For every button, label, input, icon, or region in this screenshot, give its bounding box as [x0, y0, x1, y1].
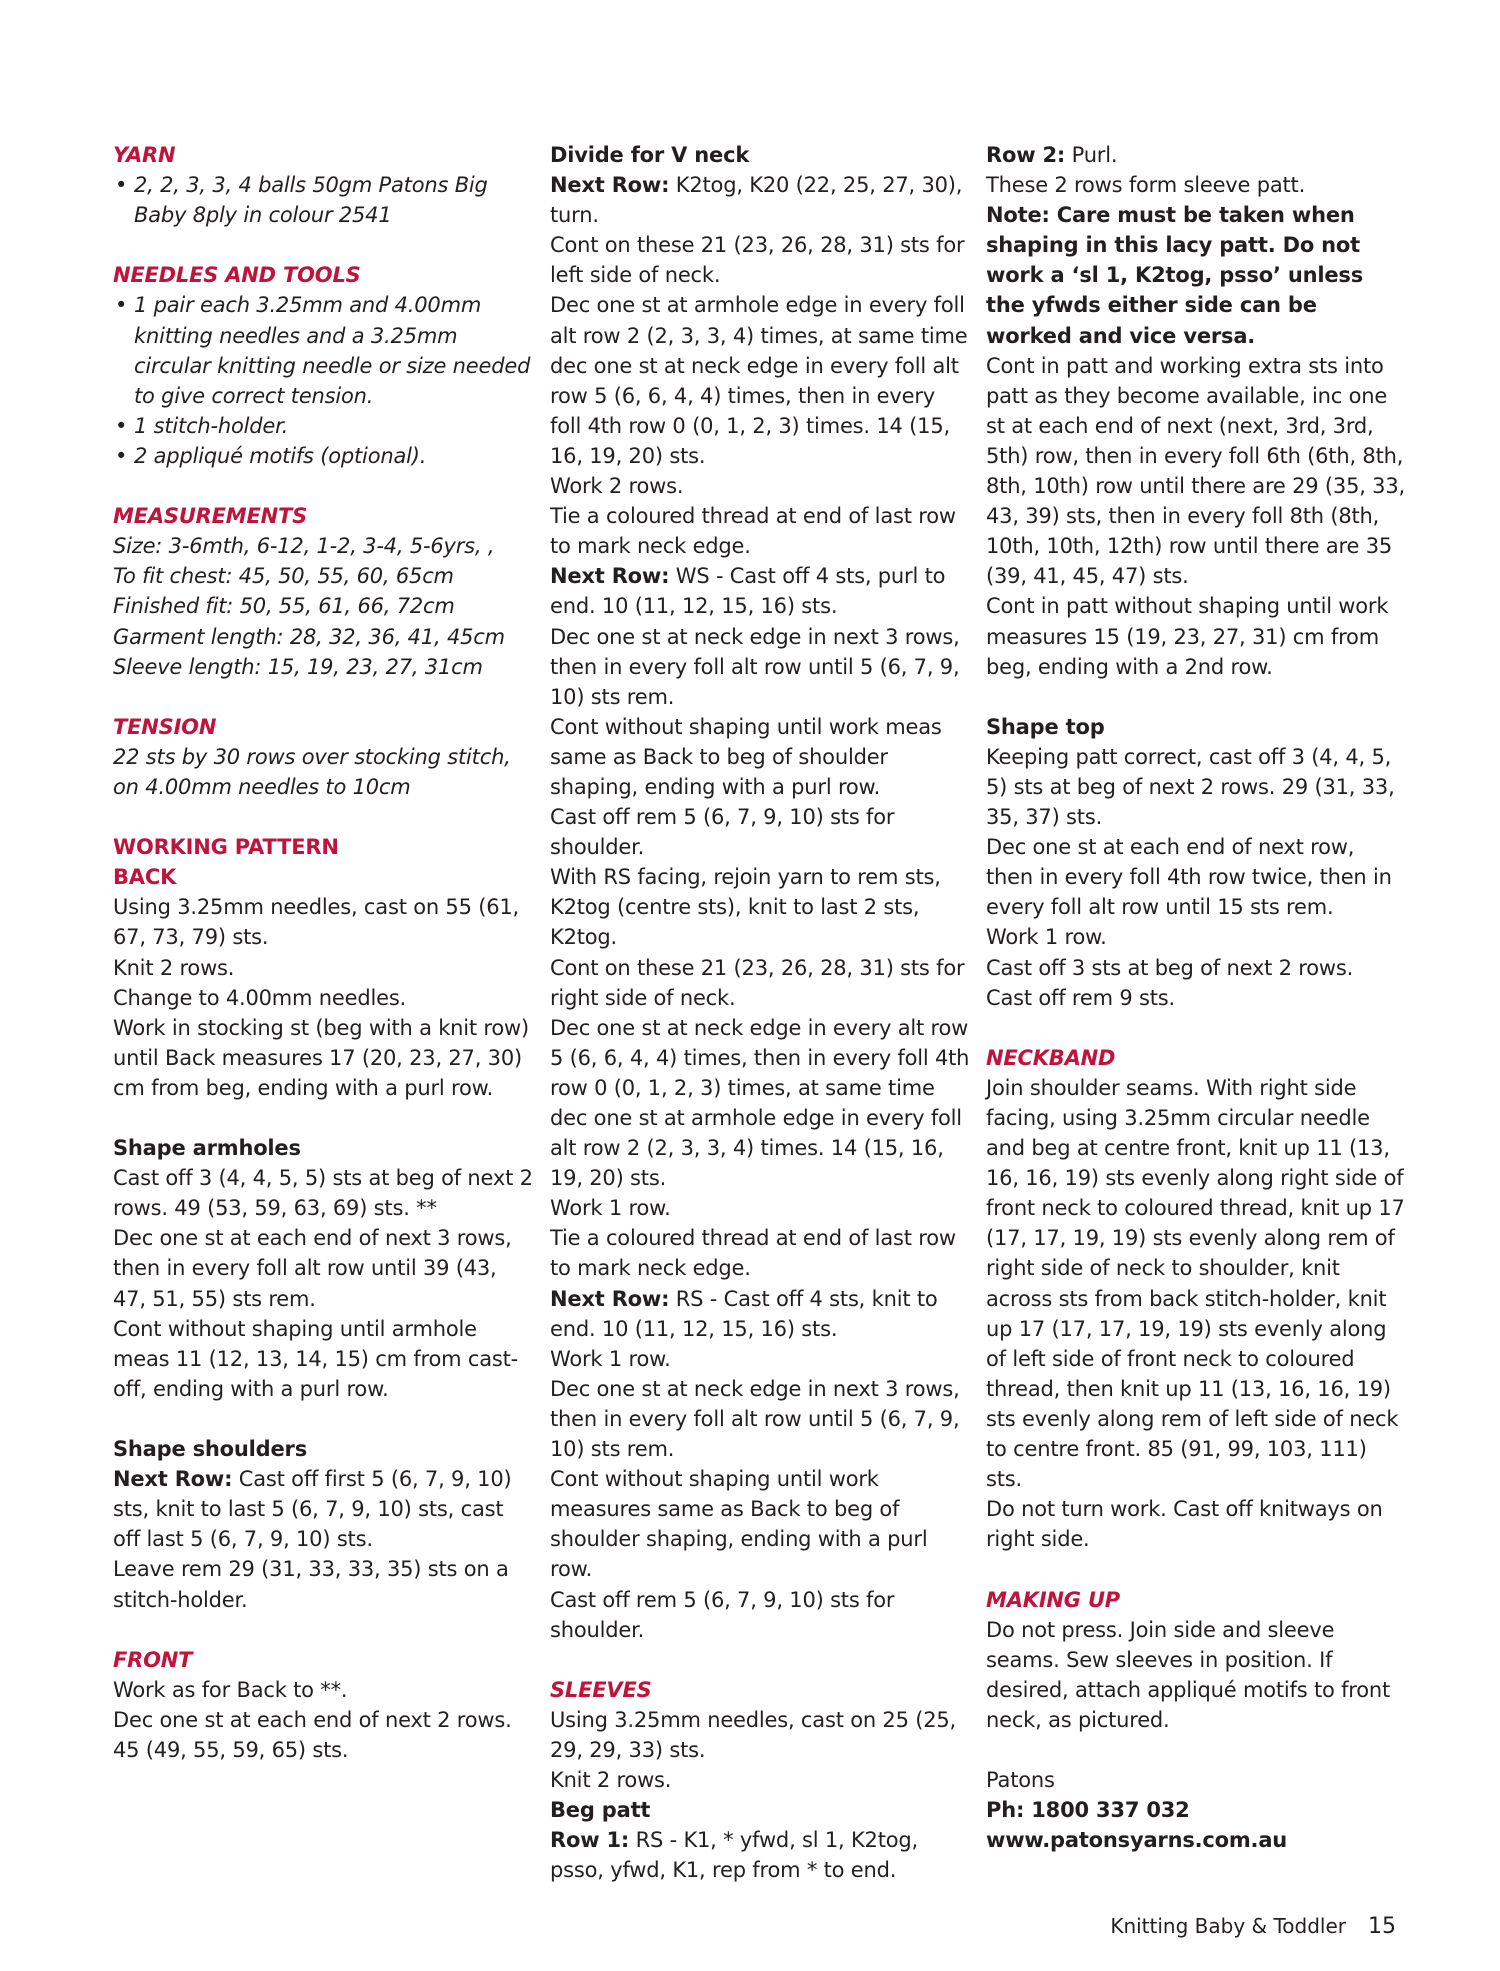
v-neck-line: Work 1 row.: [550, 1196, 671, 1221]
neckband-line: Join shoulder seams. With right side facing, using 3.25mm circular needle and beg at centre front, knit up 11 (13, 16, 16, 19) sts evenly along right side of front neck to coloured thread, knit up 17 (17, 17, 19, 19) sts evenly along rem of right side of neck to shoulder, knit across sts from back stitch-holder, knit up 17 (17, 17, 19, 19) sts evenly along of left side of front neck to coloured thread, then knit up 11 (13, 16, 16, 19) sts evenly along rem of left side of neck to centre front. 85 (91, 99, 103, 111) sts.: [986, 1075, 1405, 1492]
back-line: Knit 2 rows.: [113, 955, 235, 980]
row-text: Cast off first 5 (6, 7, 9, 10) sts, knit to last 5 (6, 7, 9, 10) sts, cast off last 5 (6, 7, 9, 10) sts.: [113, 1467, 512, 1552]
v-neck-line: Cont without shaping until work measures same as Back to beg of shoulder shaping, ending with a purl row.: [550, 1467, 928, 1582]
working-pattern-heading: WORKING PATTERN: [113, 835, 339, 860]
neckband-line: Do not turn work. Cast off knitways on right side.: [986, 1497, 1383, 1552]
row-text: WS - Cast off 4 sts, purl to end. 10 (11, 12, 15, 16) sts.: [550, 564, 946, 619]
yarn-list: [113, 170, 533, 230]
sleeves-line: Cont in patt without shaping until work measures 15 (19, 23, 27, 31) cm from beg, ending with a 2nd row.: [986, 594, 1389, 679]
sleeves-row-1: [550, 1825, 970, 1885]
shoulders-line: Leave rem 29 (31, 33, 33, 35) sts on a stitch-holder.: [113, 1557, 509, 1612]
needles-heading: NEEDLES AND TOOLS: [113, 263, 361, 288]
column-3: [986, 140, 1406, 1855]
row-label: Next Row:: [550, 173, 670, 198]
shape-top-line: Cast off 3 sts at beg of next 2 rows.: [986, 955, 1354, 980]
sleeves-line: Using 3.25mm needles, cast on 25 (25, 29, 29, 33) sts.: [550, 1707, 957, 1762]
armholes-line: Cast off 3 (4, 4, 5, 5) sts at beg of next 2 rows. 49 (53, 59, 63, 69) sts. **: [113, 1166, 533, 1221]
shape-top-line: Dec one st at each end of next row, then in every foll 4th row twice, then in every foll alt row until 15 sts rem.: [986, 835, 1392, 920]
list-item: • 1 stitch-holder.: [113, 411, 533, 441]
row-text: RS - Cast off 4 sts, knit to end. 10 (11, 12, 15, 16) sts.: [550, 1286, 938, 1341]
v-neck-line: Cont on these 21 (23, 26, 28, 31) sts for right side of neck.: [550, 955, 965, 1010]
sleeves-line: These 2 rows form sleeve patt.: [986, 173, 1306, 198]
v-neck-line: Dec one st at neck edge in next 3 rows, then in every foll alt row until 5 (6, 7, 9, 10) sts rem.: [550, 1376, 960, 1462]
measurement-line: Garment length: 28, 32, 36, 41, 45cm: [113, 624, 505, 649]
shape-top-line: Cast off rem 9 sts.: [986, 985, 1175, 1010]
back-heading: BACK: [113, 865, 177, 890]
row-label: Row 2:: [986, 143, 1066, 167]
beg-patt-heading: Beg patt: [550, 1798, 651, 1823]
row-label: Next Row:: [550, 564, 670, 589]
front-line: Work as for Back to **.: [113, 1677, 348, 1702]
page-number: 15: [1368, 1914, 1396, 1939]
row-label: Next Row:: [550, 1286, 670, 1311]
making-up-heading: MAKING UP: [986, 1587, 1121, 1612]
armholes-heading: Shape armholes: [113, 1136, 301, 1161]
v-neck-line: Cast off rem 5 (6, 7, 9, 10) sts for shoulder.: [550, 1587, 895, 1642]
measurement-line: To fit chest: 45, 50, 55, 60, 65cm: [113, 564, 454, 589]
armholes-line: Cont without shaping until armhole meas 11 (12, 13, 14, 15) cm from cast-off, ending with a purl row.: [113, 1316, 519, 1401]
contact-website[interactable]: www.patonsyarns.com.au: [986, 1828, 1288, 1853]
sleeves-row-2: [986, 140, 1406, 170]
back-line: Using 3.25mm needles, cast on 55 (61, 67, 73, 79) sts.: [113, 895, 520, 950]
column-1: [113, 140, 533, 1765]
v-neck-line: Cont without shaping until work meas same as Back to beg of shoulder shaping, ending with a purl row.: [550, 714, 942, 799]
v-neck-line: Dec one st at armhole edge in every foll alt row 2 (2, 3, 3, 4) times, at same time dec one st at neck edge in every foll alt row 5 (6, 6, 4, 4) times, then in every foll 4th row 0 (0, 1, 2, 3) times. 14 (15, 16, 19, 20) sts.: [550, 293, 968, 468]
shoulders-next-row: [113, 1464, 533, 1554]
column-2: [550, 140, 970, 1885]
list-item: • 2 appliqué motifs (optional).: [113, 441, 533, 471]
armholes-line: Dec one st at each end of next 3 rows, then in every foll alt row until 39 (43, 47, 51, 55) sts rem.: [113, 1226, 512, 1311]
shape-top-line: Keeping patt correct, cast off 3 (4, 4, 5, 5) sts at beg of next 2 rows. 29 (31, 33, 35, 37) sts.: [986, 744, 1395, 830]
note-label: Note:: [986, 203, 1050, 228]
list-item: • 2, 2, 3, 3, 4 balls 50gm Patons Big Baby 8ply in colour 2541: [113, 170, 533, 230]
back-line: Change to 4.00mm needles.: [113, 985, 407, 1010]
v-neck-line: Tie a coloured thread at end of last row to mark neck edge.: [550, 504, 956, 559]
shape-top-line: Work 1 row.: [986, 925, 1107, 950]
v-neck-line: Work 2 rows.: [550, 474, 684, 499]
front-line: Dec one st at each end of next 2 rows. 45 (49, 55, 59, 65) sts.: [113, 1707, 512, 1762]
contact-brand: Patons: [986, 1768, 1055, 1793]
note-text: Care must be taken when shaping in this lacy patt. Do not work a ‘sl 1, K2tog, psso’ unless the yfwds either side can be worked and vice versa.: [986, 203, 1363, 348]
list-item: • 1 pair each 3.25mm and 4.00mm knitting needles and a 3.25mm circular knitting needle or size needed to give correct tension.: [113, 290, 533, 410]
row-text: RS - K1, * yfwd, sl 1, K2tog, psso, yfwd, K1, rep from * to end.: [550, 1828, 918, 1883]
measurement-line: Size: 3-6mth, 6-12, 1-2, 3-4, 5-6yrs, ,: [113, 534, 495, 559]
shoulders-heading: Shape shoulders: [113, 1437, 307, 1462]
page-footer: [1110, 1914, 1396, 1939]
back-line: Work in stocking st (beg with a knit row) until Back measures 17 (20, 23, 27, 30) cm from beg, ending with a purl row.: [113, 1015, 530, 1100]
measurement-line: Sleeve length: 15, 19, 23, 27, 31cm: [113, 654, 483, 679]
tension-text: 22 sts by 30 rows over stocking stitch, on 4.00mm needles to 10cm: [113, 744, 511, 799]
shape-top-heading: Shape top: [986, 714, 1105, 739]
measurements-heading: MEASUREMENTS: [113, 504, 308, 529]
sleeves-note: [986, 200, 1406, 350]
contact-phone: Ph: 1800 337 032: [986, 1798, 1190, 1823]
tension-heading: TENSION: [113, 714, 217, 739]
sleeves-line: Knit 2 rows.: [550, 1768, 672, 1793]
front-heading: FRONT: [113, 1647, 193, 1672]
yarn-heading: YARN: [113, 143, 176, 167]
row-label: Row 1:: [550, 1828, 630, 1853]
v-neck-line: Work 1 row.: [550, 1346, 671, 1371]
v-neck-heading: Divide for V neck: [550, 143, 750, 167]
row-label: Next Row:: [113, 1467, 233, 1492]
sleeves-line: Cont in patt and working extra sts into patt as they become available, inc one st at each end of next (next, 3rd, 3rd, 5th) row, then in every foll 6th (6th, 8th, 8th, 10th) row until there are 29 (35, 33, 43, 39) sts, then in every foll 8th (8th, 10th, 10th, 12th) row until there are 35 (39, 41, 45, 47) sts.: [986, 353, 1405, 589]
v-neck-line: Cont on these 21 (23, 26, 28, 31) sts for left side of neck.: [550, 233, 965, 288]
v-neck-line: Tie a coloured thread at end of last row to mark neck edge.: [550, 1226, 956, 1281]
v-neck-next-row: [550, 170, 970, 230]
v-neck-line: Dec one st at neck edge in every alt row 5 (6, 6, 4, 4) times, then in every foll 4th row 0 (0, 1, 2, 3) times, at same time dec one st at armhole edge in every foll alt row 2 (2, 3, 3, 4) times. 14 (15, 16, 19, 20) sts.: [550, 1015, 970, 1191]
v-neck-line: With RS facing, rejoin yarn to rem sts, K2tog (centre sts), knit to last 2 sts, K2tog.: [550, 865, 941, 950]
needles-list: [113, 290, 533, 471]
v-neck-line: Dec one st at neck edge in next 3 rows, then in every foll alt row until 5 (6, 7, 9, 10) sts rem.: [550, 624, 960, 709]
sleeves-heading: SLEEVES: [550, 1677, 652, 1702]
measurement-line: Finished fit: 50, 55, 61, 66, 72cm: [113, 594, 455, 619]
v-neck-line: Cast off rem 5 (6, 7, 9, 10) sts for shoulder.: [550, 805, 895, 860]
v-neck-next-row: [550, 1284, 970, 1344]
row-text: K2tog, K20 (22, 25, 27, 30), turn.: [550, 173, 963, 228]
v-neck-next-row: [550, 561, 970, 621]
row-text: Purl.: [1065, 143, 1118, 167]
making-up-text: Do not press. Join side and sleeve seams. Sew sleeves in position. If desired, attach appliqué motifs to front neck, as pictured.: [986, 1617, 1391, 1732]
neckband-heading: NECKBAND: [986, 1045, 1116, 1070]
footer-title: Knitting Baby & Toddler: [1110, 1914, 1346, 1938]
